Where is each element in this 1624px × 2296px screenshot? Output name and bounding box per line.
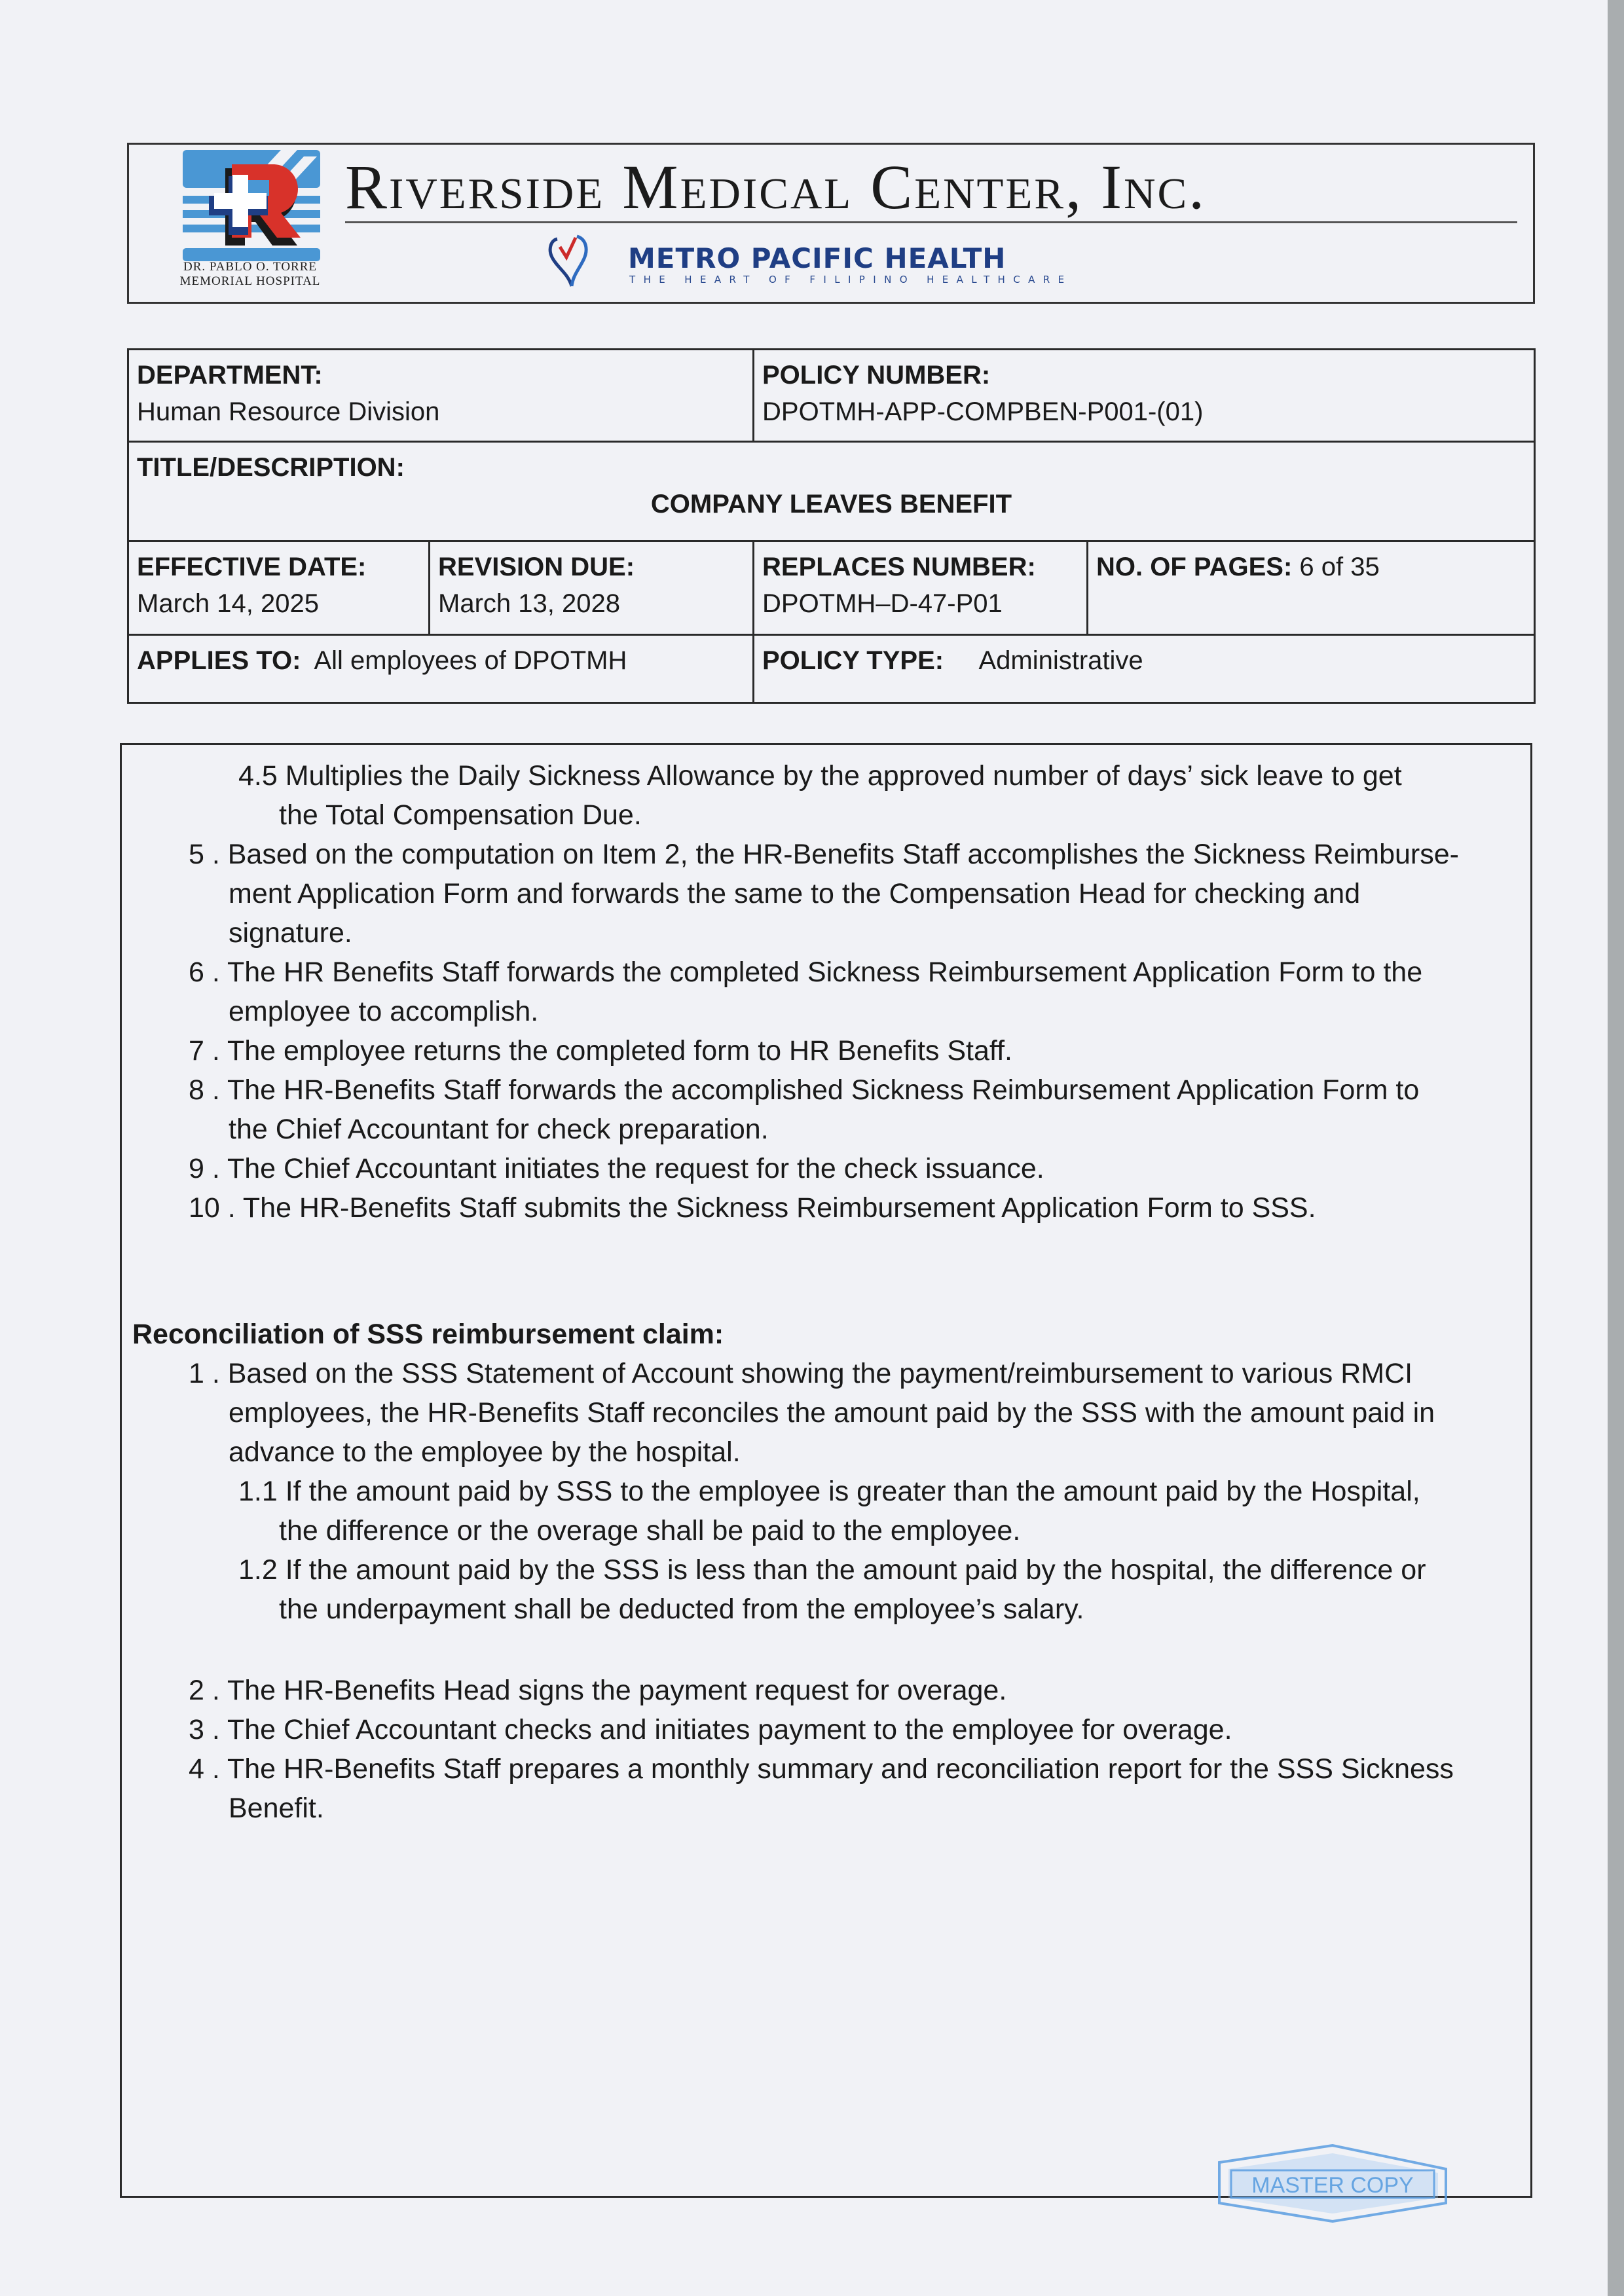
list-item: 1.2 If the amount paid by the SSS is less than the amount paid by the hospital, the difference or [238,1554,1426,1586]
policy-info-table [127,348,1536,704]
list-item: 4 . The HR-Benefits Staff prepares a monthly summary and reconciliation report for the SSS Sickness [189,1753,1454,1785]
department-value: Human Resource Division [137,397,440,426]
applies-to-value: All employees of DPOTMH [314,646,627,675]
replaces-number-label: REPLACES NUMBER: [762,553,1036,581]
divider [345,221,1517,223]
department-label: DEPARTMENT: [137,361,323,390]
list-item: 2 . The HR-Benefits Head signs the payment request for overage. [189,1675,1007,1706]
list-item: 10 . The HR-Benefits Staff submits the Sickness Reimbursement Application Form to SSS. [189,1192,1316,1224]
list-item: 1.1 If the amount paid by SSS to the employee is greater than the amount paid by the Hospital, [238,1476,1420,1507]
list-item-continuation: Benefit. [229,1793,324,1824]
effective-date-label: EFFECTIVE DATE: [137,553,367,581]
policy-title: COMPANY LEAVES BENEFIT [650,490,1012,519]
title-label: TITLE/DESCRIPTION: [137,453,405,482]
hospital-logo-icon [183,150,320,261]
list-item-continuation: the difference or the overage shall be paid to the employee. [279,1515,1021,1546]
revision-due-value: March 13, 2028 [438,589,620,618]
effective-date-cell [128,541,430,635]
list-item-continuation: employee to accomplish. [229,996,539,1027]
svg-text:MASTER COPY: MASTER COPY [1251,2173,1414,2198]
pages-label: NO. OF PAGES: [1096,553,1293,581]
list-item: 4.5 Multiplies the Daily Sickness Allowance by the approved number of days’ sick leave to get [238,760,1402,792]
replaces-number-cell [754,541,1088,635]
list-item: 5 . Based on the computation on Item 2, the HR-Benefits Staff accomplishes the Sickness Reimburse- [189,839,1459,870]
master-copy-stamp-icon [1218,2144,1447,2223]
policy-type-label: POLICY TYPE: [762,646,944,675]
policy-body [120,743,1532,2198]
revision-due-label: REVISION DUE: [438,553,635,581]
list-item-continuation: employees, the HR-Benefits Staff reconciles the amount paid by the SSS with the amount paid in [229,1397,1435,1429]
list-item-continuation: the Chief Accountant for check preparation. [229,1114,769,1145]
section-heading: Reconciliation of SSS reimbursement claim: [132,1319,724,1350]
policy-type-cell [754,635,1535,703]
list-item: 8 . The HR-Benefits Staff forwards the accomplished Sickness Reimbursement Application Form to [189,1074,1420,1106]
pages-cell [1088,541,1535,635]
department-cell [128,350,754,442]
policy-number-label: POLICY NUMBER: [762,361,991,390]
revision-due-cell [430,541,754,635]
list-item-continuation: advance to the employee by the hospital. [229,1436,741,1468]
network-name: METRO PACIFIC HEALTH [628,242,1006,274]
policy-type-value: Administrative [978,646,1143,675]
network-tagline: THE HEART OF FILIPINO HEALTHCARE [629,274,1073,285]
policy-number-value: DPOTMH-APP-COMPBEN-P001-(01) [762,397,1204,426]
list-item: 1 . Based on the SSS Statement of Account showing the payment/reimbursement to various RMCI [189,1358,1413,1389]
list-item: 6 . The HR Benefits Staff forwards the completed Sickness Reimbursement Application Form to the [189,957,1423,988]
list-item: 9 . The Chief Accountant initiates the request for the check issuance. [189,1153,1044,1184]
list-item-continuation: the underpayment shall be deducted from the employee’s salary. [279,1594,1084,1625]
hospital-name-caption: DR. PABLO O. TORRE MEMORIAL HOSPITAL [179,260,321,288]
applies-to-cell [128,635,754,703]
replaces-number-value: DPOTMH–D-47-P01 [762,589,1003,618]
list-item-continuation: the Total Compensation Due. [279,799,642,831]
list-item: 7 . The employee returns the completed form to HR Benefits Staff. [189,1035,1012,1066]
letterhead [127,143,1535,304]
policy-number-cell [754,350,1535,442]
applies-to-label: APPLIES TO: [137,646,301,675]
list-item-continuation: ment Application Form and forwards the same to the Compensation Head for checking and [229,878,1361,909]
pages-value: 6 of 35 [1299,553,1380,581]
heart-check-icon [548,234,590,287]
organization-name: Riverside Medical Center, Inc. [345,152,1207,222]
title-cell [128,442,1535,541]
list-item: 3 . The Chief Accountant checks and initiates payment to the employee for overage. [189,1714,1232,1745]
list-item-continuation: signature. [229,917,352,949]
effective-date-value: March 14, 2025 [137,589,319,618]
